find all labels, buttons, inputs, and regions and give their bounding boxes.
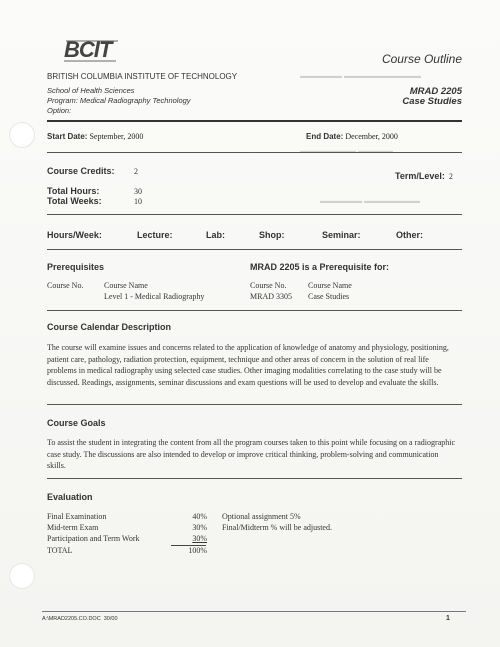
eval-note-optional: Optional assignment 5% — [222, 512, 301, 521]
hours-week-label: Hours/Week: — [47, 230, 102, 240]
course-goals-text: To assist the student in integrating the content from all the program courses taken to this point while focusing on a radiographic case study. The discussions are also intended to develop or improve critical thinking, problem-solving and communication skills. — [47, 438, 456, 470]
eval-note-adjusted: Final/Midterm % will be adjusted. — [222, 523, 332, 532]
prereq-row-course-name: Level 1 - Medical Radiography — [104, 292, 205, 301]
total-weeks-value: 10 — [134, 197, 142, 206]
page-number: 1 — [446, 615, 450, 622]
prereq-col-course-name: Course Name — [104, 281, 148, 290]
prereq-col-course-no: Course No. — [47, 281, 84, 290]
eval-row: Final Examination 40% — [47, 512, 207, 521]
eval-row: Participation and Term Work 30% — [47, 534, 207, 543]
prereq-for-row-course-name: Case Studies — [308, 292, 350, 301]
document-page: ▬▬▬▬▬▬ ▬▬▬▬▬▬▬▬▬▬▬ ▬▬▬▬▬▬ ▬▬▬▬▬▬▬▬ BCIT BRITISH COLUMBIA INSTITUTE OF TECHNOLOGY School of Health Sciences Program: Medical Radiography Technology Option: Course Outline MRAD 2205 Case Studies Start Date: September, 2000 End Date: December, 2000 Course Credits: 2 Term/Level: 2 Total Hours: 30 Total Weeks: 10 Hours/Week: Lecture: Lab: Shop: Seminar: Other: Prerequisites MRAD 2205 is a Prerequisite for: Course No. Course Name Level 1 - Medical Radiography Course No. Course Name MRAD 3305 Case Studies Course Calendar Description The course will examine issues and concerns related to the application of knowledge of anatomy and physiology, positioning, patient care, pathology, radiation protection, equipment, technique and other areas of concern in the solution of real life problems in medical radiography using selected case studies. Other imaging modalities correlating to the case study will be discussed. Readings, assignments, seminar discussions and exam questions will be used to develop and evaluate the skills. Course Goals To assist the student in integrating the content from all the program courses taken to this point while focusing on a radiographic case study. The discussions are also intended to develop or improve critical thinking, problem-solving and communication skills. Evaluation Final Examination 40% Mid-term Exam 30% Participation and Term Work 30% TOTAL 100% Optional assignment 5% Final/Midterm % will be adjusted. A:\MRAD2205.CO.DOC 30/00 1 — [0, 0, 500, 647]
total-hours-value: 30 — [134, 187, 142, 196]
school-name: School of Health Sciences — [47, 86, 135, 95]
document-type: Course Outline — [381, 52, 462, 66]
program-name: Program: Medical Radiography Technology — [47, 96, 191, 105]
calendar-description-heading: Course Calendar Description — [47, 322, 172, 332]
other-label: Other: — [396, 230, 423, 240]
footer-file: A:\MRAD2205.CO.DOC 30/00 — [42, 616, 118, 622]
course-title: Case Studies — [402, 96, 462, 107]
prerequisites-heading: Prerequisites — [47, 262, 105, 272]
seminar-label: Seminar: — [322, 230, 361, 240]
option-label: Option: — [47, 106, 72, 115]
credits-value: 2 — [134, 167, 138, 176]
prereq-for-row-course-no: MRAD 3305 — [250, 292, 293, 301]
start-date: Start Date: September, 2000 — [47, 132, 144, 141]
eval-row: Mid-term Exam 30% — [47, 523, 207, 532]
shop-label: Shop: — [259, 230, 285, 240]
prereq-for-col-course-name: Course Name — [308, 281, 352, 290]
lecture-label: Lecture: — [137, 230, 173, 240]
credits-label: Course Credits: — [47, 166, 115, 176]
lab-label: Lab: — [206, 230, 225, 240]
bcit-logo: BCIT — [64, 37, 112, 62]
calendar-description-text: The course will examine issues and concerns related to the application of knowledge of anatomy and physiology, positioning, patient care, pathology, radiation protection, equipment, technique and other areas of concern in the solution of real life problems in medical radiography using selected case studies. Other imaging modalities correlating to the case study will be discussed. Readings, assignments, seminar discussions and exam questions will be used to develop and evaluate the skills. — [47, 343, 449, 387]
punch-hole-top — [9, 122, 35, 148]
punch-hole-bottom — [9, 563, 35, 589]
end-date: End Date: December, 2000 — [306, 132, 398, 141]
course-code: MRAD 2205 — [409, 86, 462, 97]
term-level: Term/Level: 2 — [395, 171, 453, 181]
institute-name: BRITISH COLUMBIA INSTITUTE OF TECHNOLOGY — [47, 72, 238, 81]
prereq-for-col-course-no: Course No. — [250, 281, 287, 290]
course-goals-heading: Course Goals — [47, 418, 106, 428]
total-hours-label: Total Hours: — [47, 186, 100, 196]
evaluation-heading: Evaluation — [47, 492, 93, 502]
prerequisite-for-heading: MRAD 2205 is a Prerequisite for: — [250, 262, 390, 272]
eval-row-total: TOTAL 100% — [47, 546, 207, 555]
total-weeks-label: Total Weeks: — [47, 196, 102, 206]
